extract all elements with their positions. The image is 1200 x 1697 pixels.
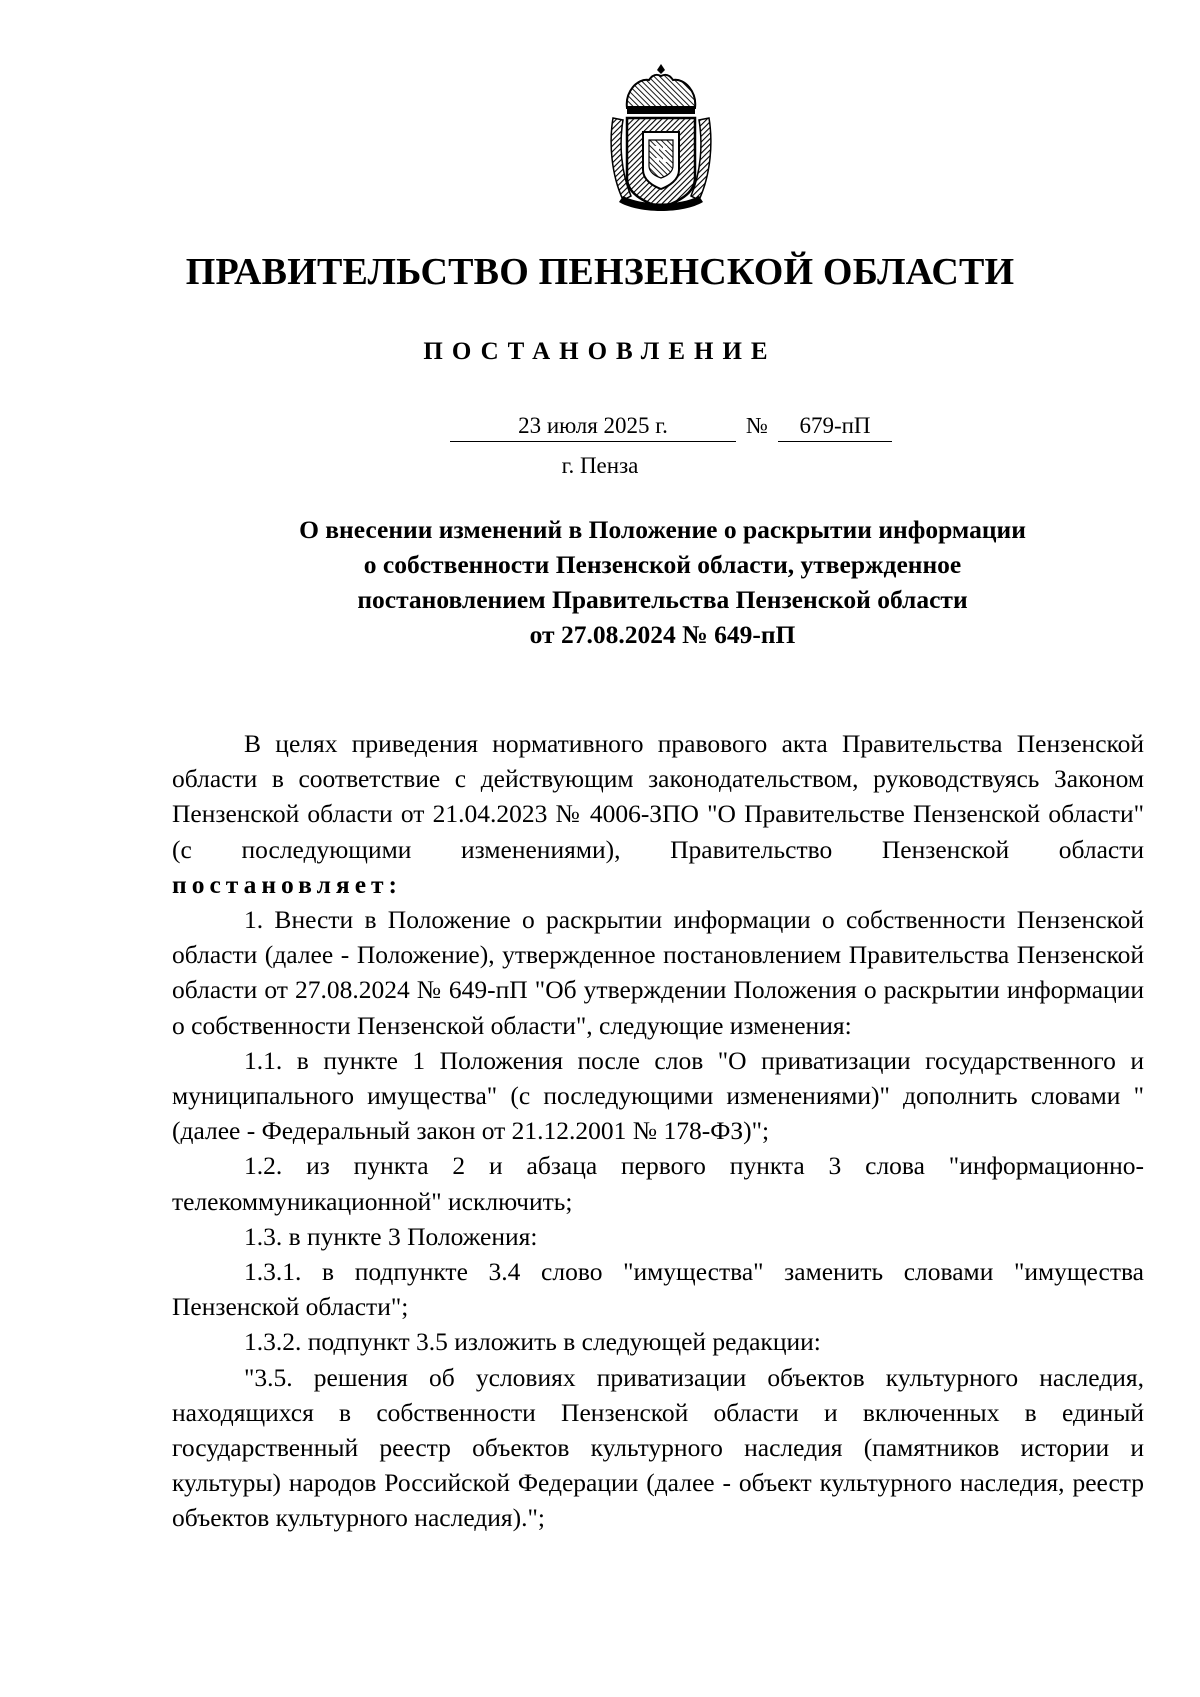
decree-word: постановляет: xyxy=(172,869,403,899)
government-title: ПРАВИТЕЛЬСТВО ПЕНЗЕНСКОЙ ОБЛАСТИ xyxy=(185,251,1015,293)
body-paragraph: 1.3. в пункте 3 Положения: xyxy=(244,1221,538,1251)
number-sign: № xyxy=(746,413,768,438)
subject-line: постановлением Правительства Пензенской области xyxy=(357,585,968,614)
body-paragraph: 1. Внести в Положение о раскрытии информации о собственности Пензенской области (далее - Положение), утвержденное постановлением Правительства Пензенской области от 27.08.2024 № 649-пП "Об утверждении Положения о раскрытии информации о собственности Пензенской области", следующие изменения: xyxy=(172,905,1144,1040)
document-type: ПОСТАНОВЛЕНИЕ xyxy=(423,338,777,365)
subject-line: О внесении изменений в Положение о раскрытии информации xyxy=(299,515,1026,544)
body-paragraph: 1.2. из пункта 2 и абзаца первого пункта 3 слова "информационно-телекоммуникационной" исключить; xyxy=(172,1151,1144,1216)
date-number-line xyxy=(0,413,1200,447)
document-subject xyxy=(170,512,1155,652)
body-paragraph: 1.3.1. в подпункте 3.4 слово "имущества" заменить словами "имущества Пензенской области"; xyxy=(172,1257,1144,1322)
city: г. Пенза xyxy=(561,453,639,478)
subject-line: о собственности Пензенской области, утвержденное xyxy=(363,550,962,579)
document-number: 679-пП xyxy=(778,413,892,442)
subject-line: от 27.08.2024 № 649-пП xyxy=(529,620,796,649)
preamble-paragraph xyxy=(172,726,1144,902)
body-paragraph: "3.5. решения об условиях приватизации объектов культурного наследия, находящихся в собственности Пензенской области и включенных в единый государственный реестр объектов культурного наследия (памятников истории и культуры) народов Российской Федерации (далее - объект культурного наследия, реестр объектов культурного наследия)."; xyxy=(172,1362,1144,1533)
preamble-text: В целях приведения нормативного правового акта Правительства Пензенской области в соответствие с действующим законодательством, руководствуясь Законом Пензенской области от 21.04.2023 № 4006-ЗПО "О Правительстве Пензенской области" (с последующими изменениями), Правительство Пензенской области xyxy=(172,729,1144,864)
document-body xyxy=(172,726,1144,1536)
document-date: 23 июля 2025 г. xyxy=(450,413,736,442)
body-paragraph: 1.3.2. подпункт 3.5 изложить в следующей редакции: xyxy=(244,1327,821,1357)
body-paragraph: 1.1. в пункте 1 Положения после слов "О приватизации государственного и муниципального имущества" (с последующими изменениями)" дополнить словами "(далее - Федеральный закон от 21.12.2001 № 178-ФЗ)"; xyxy=(172,1045,1144,1146)
coat-of-arms-icon xyxy=(605,62,717,214)
